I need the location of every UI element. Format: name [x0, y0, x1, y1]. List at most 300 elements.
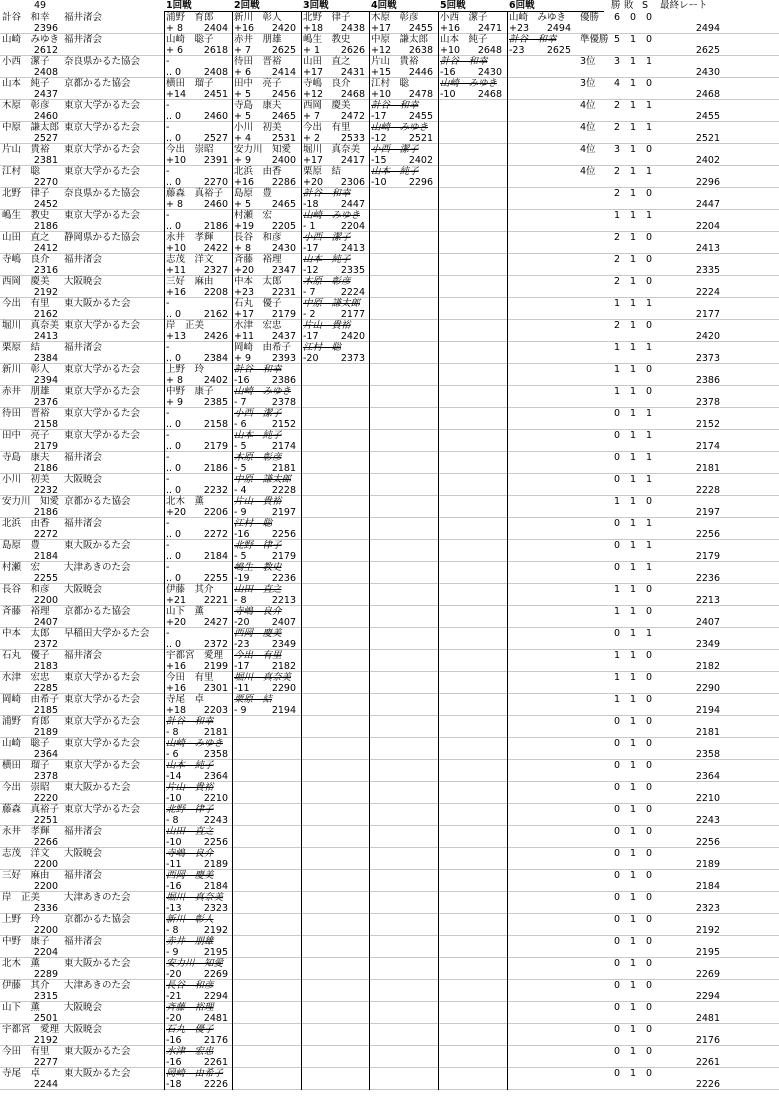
round-2-rating: 2414	[271, 67, 296, 78]
column-divider	[507, 606, 508, 628]
loss-count: 1	[629, 100, 636, 111]
round-1-change: -14	[166, 771, 182, 782]
column-divider	[301, 12, 302, 34]
player-name: 斉藤 裕理	[2, 606, 50, 617]
round-1-opponent: 岸 正美	[166, 320, 205, 331]
round-2-rating	[256, 1079, 296, 1090]
round-3-rating	[325, 661, 365, 672]
player-name: 今田 有里	[2, 1046, 50, 1057]
round-1-rating: 2189	[203, 859, 228, 870]
round-2-opponent: 寺嶋 良介	[234, 606, 282, 617]
round-2-rating: 2437	[271, 331, 296, 342]
round-2-change: + 6	[234, 67, 252, 78]
column-divider	[369, 1024, 370, 1046]
round-4-change	[371, 441, 393, 452]
round-5-change	[440, 837, 462, 848]
round-1-rating: 2162	[203, 309, 228, 320]
round-4-rating	[393, 287, 433, 298]
column-divider	[438, 34, 439, 56]
round-2-change: +19	[234, 221, 255, 232]
round-6-rating	[531, 793, 571, 804]
round-3-change: + 7	[303, 111, 321, 122]
column-divider	[438, 342, 439, 364]
round-4-change: +17	[371, 23, 392, 34]
round-2-rating: 2182	[271, 661, 296, 672]
initial-rating: 2316	[33, 265, 58, 276]
player-club: 東大阪かるた会	[64, 540, 131, 551]
player-club: 東京大学かるた会	[64, 386, 141, 397]
round-3-rating	[325, 1057, 365, 1068]
final-rating: 2224	[695, 287, 720, 298]
round-1-rating: 2426	[203, 331, 228, 342]
player-name: 志茂 洋文	[2, 848, 50, 859]
placement: 3位	[580, 56, 596, 67]
round-3-change	[303, 595, 325, 606]
round-4-opponent: 山崎 みゆき	[371, 122, 429, 133]
round-4-rating	[393, 969, 433, 980]
final-rating: 2236	[695, 573, 720, 584]
round-1-opponent: 永井 孝輝	[166, 232, 214, 243]
round-4-rating	[393, 397, 433, 408]
player-name: 北木 薫	[2, 958, 41, 969]
column-divider	[301, 914, 302, 936]
round-2-rating	[256, 991, 296, 1002]
round-1-change: .. 0	[166, 573, 182, 584]
round-1-rating: 2294	[203, 991, 228, 1002]
round-3-change: -18	[303, 199, 319, 210]
round-5-change	[440, 749, 462, 760]
column-divider	[438, 694, 439, 716]
round-3-rating	[325, 837, 365, 848]
win-count: 1	[613, 584, 620, 595]
column-divider	[301, 848, 302, 870]
round-2-rating: 2378	[271, 397, 296, 408]
column-divider	[301, 364, 302, 386]
column-divider	[164, 738, 165, 760]
final-rating: 2364	[695, 771, 720, 782]
column-divider	[164, 100, 165, 122]
player-row	[0, 100, 779, 122]
round-5-change	[440, 243, 462, 254]
round-3-change	[303, 463, 325, 474]
column-divider	[301, 320, 302, 342]
column-divider	[438, 320, 439, 342]
player-club: 奈良県かるた協会	[64, 188, 141, 199]
round-1-opponent: 志茂 洋文	[166, 254, 214, 265]
round-3-change: +20	[303, 177, 324, 188]
column-divider	[438, 804, 439, 826]
round-3-opponent: 嶋生 教史	[303, 34, 351, 45]
round-2-change: - 5	[234, 441, 247, 452]
round-4-rating	[393, 441, 433, 452]
win-count: 1	[613, 298, 620, 309]
round-1-opponent: -	[166, 166, 170, 177]
column-divider	[301, 210, 302, 232]
round-2-rating	[256, 881, 296, 892]
column-divider	[507, 914, 508, 936]
round-4-rating	[393, 815, 433, 826]
round-2-change	[234, 749, 256, 760]
round-4-change: -12	[371, 133, 387, 144]
round-4-rating	[393, 947, 433, 958]
player-name: 山下 薫	[2, 1002, 41, 1013]
player-club: 東京大学かるた会	[64, 166, 141, 177]
round-2-rating: 2349	[271, 639, 296, 650]
round-5-rating	[462, 375, 502, 386]
win-count: 0	[613, 716, 620, 727]
column-divider	[369, 100, 370, 122]
round-2-rating	[256, 859, 296, 870]
win-count: 0	[613, 562, 620, 573]
round-1-opponent: 宇都宮 愛理	[166, 650, 224, 661]
column-divider	[164, 12, 165, 34]
round-5-change	[440, 375, 462, 386]
loss-count: 1	[629, 606, 636, 617]
loss-count: 1	[629, 78, 636, 89]
column-divider	[301, 276, 302, 298]
initial-rating: 2372	[33, 639, 58, 650]
column-divider	[232, 342, 233, 364]
win-count: 1	[613, 650, 620, 661]
round-6-rating	[531, 617, 571, 628]
round-1-change: -16	[166, 1035, 182, 1046]
column-divider	[164, 980, 165, 1002]
loss-count: 1	[629, 936, 636, 947]
column-divider	[507, 430, 508, 452]
player-row	[0, 12, 779, 34]
round-4-change	[371, 397, 393, 408]
column-divider	[369, 408, 370, 430]
player-name: 木原 彰彦	[2, 100, 50, 111]
round-3-change	[303, 397, 325, 408]
round-2-change	[234, 947, 256, 958]
round-2-rating	[256, 1057, 296, 1068]
round-3-opponent: 小西 潔子	[303, 232, 351, 243]
player-row	[0, 892, 779, 914]
column-divider	[232, 892, 233, 914]
loss-count: 1	[629, 892, 636, 903]
column-divider	[164, 936, 165, 958]
player-name: 中本 太郎	[2, 628, 50, 639]
round-2-change: -17	[234, 661, 250, 672]
column-divider	[438, 980, 439, 1002]
player-club: 京都かるた協会	[64, 914, 131, 925]
column-divider	[232, 826, 233, 848]
round-3-rating	[325, 639, 365, 650]
round-3-rating	[325, 705, 365, 716]
player-row	[0, 144, 779, 166]
round-5-change	[440, 705, 462, 716]
s-count: 1	[645, 100, 652, 111]
final-rating: 2335	[695, 265, 720, 276]
round-2-opponent: 西岡 慶美	[234, 628, 282, 639]
column-divider	[438, 848, 439, 870]
player-club: 福井渚会	[64, 518, 103, 529]
column-divider	[438, 166, 439, 188]
round-1-rating: 2460	[203, 111, 228, 122]
round-4-rating	[393, 705, 433, 716]
round-6-rating	[531, 749, 571, 760]
round-4-rating	[393, 375, 433, 386]
s-count: 1	[645, 628, 652, 639]
column-divider	[507, 672, 508, 694]
round-2-rating	[256, 793, 296, 804]
column-divider	[164, 760, 165, 782]
round-6-change	[509, 1079, 531, 1090]
round-1-change: .. 0	[166, 353, 182, 364]
initial-rating: 2186	[33, 463, 58, 474]
player-row	[0, 320, 779, 342]
round-4-change	[371, 1079, 393, 1090]
round-3-change: -12	[303, 265, 319, 276]
round-1-rating: 2618	[203, 45, 228, 56]
column-divider	[232, 232, 233, 254]
round-4-change	[371, 859, 393, 870]
column-divider	[507, 892, 508, 914]
round-4-rating	[393, 727, 433, 738]
round-1-opponent: -	[166, 562, 170, 573]
initial-rating: 2315	[33, 991, 58, 1002]
win-count: 0	[613, 826, 620, 837]
player-club: 早稲田大学かるた会	[64, 628, 150, 639]
column-divider	[232, 518, 233, 540]
round-6-rating	[531, 815, 571, 826]
round-5-rating	[462, 573, 502, 584]
round-2-rating	[256, 1013, 296, 1024]
round-5-rating	[462, 419, 502, 430]
player-name: 安力川 知愛	[2, 496, 60, 507]
final-rating: 2323	[695, 903, 720, 914]
column-divider	[164, 320, 165, 342]
column-divider	[232, 804, 233, 826]
round-5-rating	[462, 529, 502, 540]
s-count: 0	[645, 144, 652, 155]
round-5-change	[440, 265, 462, 276]
round-1-rating: 2427	[203, 617, 228, 628]
round-5-rating	[462, 1013, 502, 1024]
player-row	[0, 760, 779, 782]
column-divider	[164, 364, 165, 386]
header-s: S	[642, 0, 649, 11]
player-club: 静岡県かるた協会	[64, 232, 141, 243]
round-3-change	[303, 639, 325, 650]
round-3-opponent: 北野 律子	[303, 12, 351, 23]
player-name: 今出 有里	[2, 298, 50, 309]
round-3-rating	[325, 925, 365, 936]
win-count: 2	[613, 188, 620, 199]
round-5-change: +10	[440, 45, 461, 56]
final-rating: 2447	[695, 199, 720, 210]
round-3-opponent: 山本 純子	[303, 254, 351, 265]
round-2-rating: 2400	[271, 155, 296, 166]
win-count: 0	[613, 738, 620, 749]
s-count: 1	[645, 298, 652, 309]
round-1-opponent: -	[166, 628, 170, 639]
loss-count: 1	[629, 540, 636, 551]
player-name: 長谷 和彦	[2, 584, 50, 595]
round-5-rating	[462, 1079, 502, 1090]
final-rating: 2455	[695, 111, 720, 122]
round-5-rating	[462, 925, 502, 936]
round-2-opponent: 村瀬 宏	[234, 210, 273, 221]
column-divider	[232, 452, 233, 474]
loss-count: 1	[629, 166, 636, 177]
final-rating: 2269	[695, 969, 720, 980]
win-count: 1	[613, 672, 620, 683]
column-divider	[301, 892, 302, 914]
win-count: 2	[613, 320, 620, 331]
round-1-change: - 9	[166, 947, 179, 958]
round-4-rating	[393, 573, 433, 584]
round-5-rating	[462, 353, 502, 364]
player-name: 三好 麻由	[2, 870, 50, 881]
final-rating: 2420	[695, 331, 720, 342]
round-5-rating	[462, 441, 502, 452]
initial-rating: 2158	[33, 419, 58, 430]
column-divider	[438, 56, 439, 78]
final-rating: 2296	[695, 177, 720, 188]
round-6-change	[509, 133, 531, 144]
round-1-change: +21	[166, 595, 187, 606]
round-2-opponent: 寺島 康夫	[234, 100, 282, 111]
final-rating: 2386	[695, 375, 720, 386]
initial-rating: 2612	[33, 45, 58, 56]
round-5-change	[440, 441, 462, 452]
round-4-rating	[393, 1079, 433, 1090]
round-1-change: .. 0	[166, 463, 182, 474]
column-divider	[369, 936, 370, 958]
s-count: 0	[645, 892, 652, 903]
round-2-change: +16	[234, 23, 255, 34]
round-5-rating	[462, 947, 502, 958]
initial-rating: 2251	[33, 815, 58, 826]
round-5-rating: 2648	[477, 45, 502, 56]
round-1-rating: 2206	[203, 507, 228, 518]
column-divider	[301, 606, 302, 628]
column-divider	[232, 364, 233, 386]
column-divider	[232, 474, 233, 496]
win-count: 4	[613, 78, 620, 89]
player-row	[0, 804, 779, 826]
column-divider	[507, 298, 508, 320]
round-2-rating: 2393	[271, 353, 296, 364]
round-1-change: -21	[166, 991, 182, 1002]
column-divider	[507, 100, 508, 122]
round-6-rating	[531, 771, 571, 782]
column-divider	[232, 188, 233, 210]
round-6-rating: 2625	[546, 45, 571, 56]
round-1-change: -13	[166, 903, 182, 914]
player-row	[0, 386, 779, 408]
round-3-rating	[325, 859, 365, 870]
column-divider	[369, 56, 370, 78]
round-5-change	[440, 463, 462, 474]
win-count: 2	[613, 232, 620, 243]
initial-rating: 2285	[33, 683, 58, 694]
column-divider	[369, 188, 370, 210]
final-rating: 2182	[695, 661, 720, 672]
column-divider	[164, 254, 165, 276]
player-name: 小川 初美	[2, 474, 50, 485]
initial-rating: 2460	[33, 111, 58, 122]
column-divider	[232, 1046, 233, 1068]
round-2-rating	[256, 837, 296, 848]
round-5-rating	[462, 749, 502, 760]
round-6-change	[509, 441, 531, 452]
final-rating: 2261	[695, 1057, 720, 1068]
column-divider	[438, 760, 439, 782]
column-divider	[232, 12, 233, 34]
round-2-change	[234, 903, 256, 914]
column-divider	[164, 408, 165, 430]
round-2-opponent: 北浜 由香	[234, 166, 282, 177]
round-5-rating	[462, 287, 502, 298]
win-count: 2	[613, 254, 620, 265]
round-6-rating	[531, 265, 571, 276]
initial-rating: 2289	[33, 969, 58, 980]
s-count: 0	[645, 188, 652, 199]
round-4-rating	[393, 903, 433, 914]
column-divider	[507, 1002, 508, 1024]
final-rating: 2195	[695, 947, 720, 958]
column-divider	[507, 452, 508, 474]
player-club: 京都かるた協会	[64, 78, 131, 89]
round-3-rating	[325, 815, 365, 826]
win-count: 1	[613, 342, 620, 353]
column-divider	[164, 804, 165, 826]
round-3-opponent: 山崎 みゆき	[303, 210, 361, 221]
column-divider	[301, 694, 302, 716]
round-2-change: - 8	[234, 595, 247, 606]
round-1-change: .. 0	[166, 221, 182, 232]
player-name: 水津 宏忠	[2, 672, 50, 683]
column-divider	[301, 166, 302, 188]
round-1-opponent: 山本 純子	[166, 760, 214, 771]
final-rating: 2413	[695, 243, 720, 254]
initial-rating: 2527	[33, 133, 58, 144]
player-name: 寺尾 卓	[2, 1068, 41, 1079]
round-2-opponent: 計谷 和幸	[234, 364, 282, 375]
round-1-change: -16	[166, 881, 182, 892]
column-divider	[507, 848, 508, 870]
column-divider	[369, 980, 370, 1002]
round-1-rating: 2221	[203, 595, 228, 606]
player-row	[0, 122, 779, 144]
column-divider	[164, 584, 165, 606]
round-5-change	[440, 859, 462, 870]
round-5-rating	[462, 133, 502, 144]
player-row	[0, 1068, 779, 1090]
column-divider	[369, 760, 370, 782]
round-2-change	[234, 1057, 256, 1068]
round-2-change	[234, 991, 256, 1002]
loss-count: 1	[629, 1068, 636, 1079]
round-4-change	[371, 265, 393, 276]
final-rating: 2181	[695, 727, 720, 738]
column-divider	[232, 738, 233, 760]
column-divider	[301, 870, 302, 892]
round-1-rating: 2391	[203, 155, 228, 166]
round-3-rating	[325, 595, 365, 606]
round-2-opponent: 長谷 和彦	[234, 232, 282, 243]
round-1-opponent: 横田 瑠子	[166, 78, 214, 89]
round-6-rating	[531, 155, 571, 166]
placement: 4位	[580, 100, 596, 111]
round-4-rating	[393, 221, 433, 232]
round-1-rating: 2272	[203, 529, 228, 540]
round-1-change: -20	[166, 969, 182, 980]
round-2-opponent: 小川 初美	[234, 122, 282, 133]
